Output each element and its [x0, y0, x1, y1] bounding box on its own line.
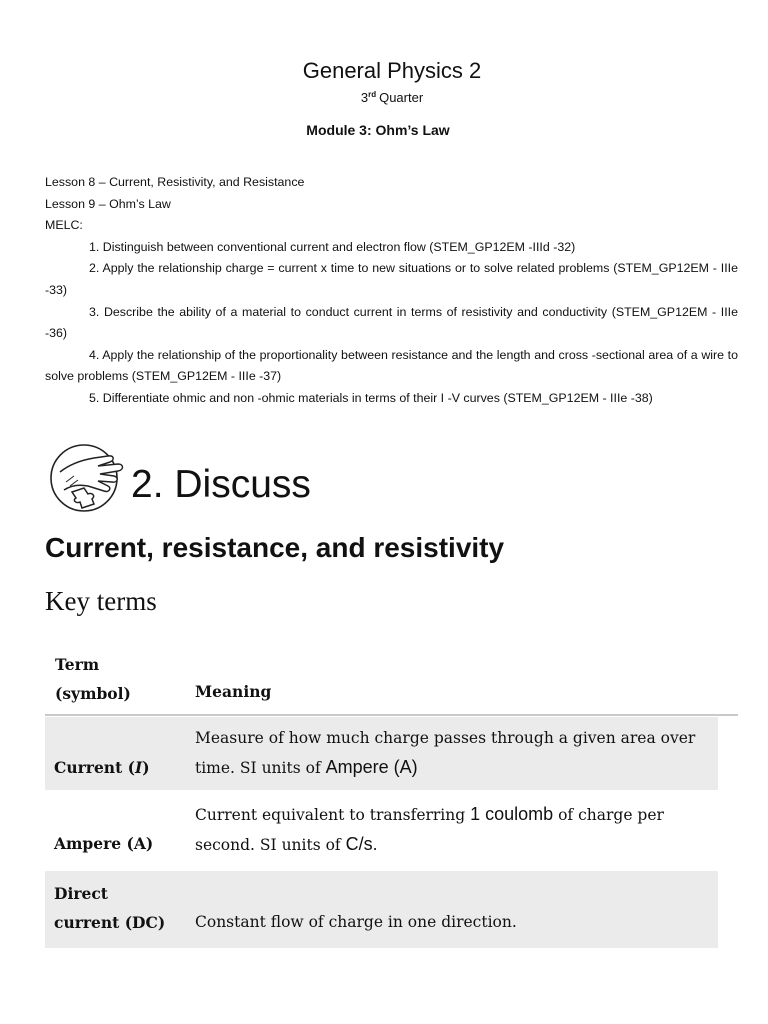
- melc-label: MELC:: [45, 218, 83, 233]
- meaning-value: C/s: [345, 834, 373, 854]
- melc-item: 3. Describe the ability of a material to conduct current in terms of resistivity and conductivity (STEM_GP12EM - IIIe -36): [45, 304, 738, 341]
- meaning-text: Measure of how much charge passes through a given area over time. SI units of: [195, 729, 696, 777]
- row-meaning: [195, 800, 713, 860]
- header-term: [55, 650, 185, 708]
- table-row: [45, 717, 718, 790]
- quarter-number: 3: [360, 90, 369, 105]
- melc-item: 2. Apply the relationship charge = current x time to new situations or to solve related problems (STEM_GP12EM - IIIe -33): [45, 261, 738, 297]
- row-meaning: [195, 724, 713, 783]
- discuss-heading: 2. Discuss: [131, 463, 311, 506]
- header-term-line: (symbol): [55, 684, 131, 703]
- document-title: General Physics 2: [302, 58, 482, 83]
- term-line: current (DC): [54, 913, 166, 932]
- quarter-ordinal: rd: [368, 90, 377, 99]
- row-term: Ampere (A): [54, 834, 154, 853]
- meaning-text: of charge per second. SI units of: [195, 806, 664, 854]
- term-text: ): [142, 758, 150, 777]
- meaning-text: .: [372, 836, 378, 854]
- lesson-item: Lesson 8 – Current, Resistivity, and Resistance: [45, 175, 305, 189]
- lesson-list: [45, 172, 738, 410]
- quarter-label: [0, 90, 768, 105]
- section-heading: Current, resistance, and resistivity: [45, 532, 505, 563]
- row-meaning: Constant flow of charge in one direction.: [195, 913, 517, 931]
- meaning-value: Ampere (A): [325, 757, 418, 777]
- key-terms-heading: Key terms: [45, 586, 157, 616]
- row-term: [54, 879, 184, 937]
- term-line: Direct: [54, 884, 108, 903]
- hand-puzzle-icon: [48, 442, 130, 514]
- table-row: [45, 871, 718, 948]
- table-row: [45, 795, 718, 868]
- lesson-item: Lesson 9 – Ohm’s Law: [45, 196, 171, 211]
- module-title: Module 3: Ohm’s Law: [306, 122, 450, 138]
- term-symbol: I: [134, 758, 143, 777]
- header-divider: [45, 714, 738, 716]
- melc-item: 1. Distinguish between conventional current and electron flow (STEM_GP12EM -IIId -32): [89, 239, 576, 254]
- table-header: [45, 650, 738, 714]
- header-meaning: Meaning: [195, 682, 272, 701]
- melc-item: 4. Apply the relationship of the proportionality between resistance and the length and cross -sectional area of a wire to solve problems (STEM_GP12EM - IIIe -37): [45, 347, 738, 384]
- term-text: Current (: [54, 758, 135, 777]
- row-term: [54, 753, 184, 782]
- melc-item: 5. Differentiate ohmic and non -ohmic materials in terms of their I -V curves (STEM_GP12EM - IIIe -38): [89, 390, 653, 405]
- meaning-value: 1 coulomb: [470, 804, 554, 824]
- meaning-text: Current equivalent to transferring: [195, 806, 471, 824]
- quarter-word: Quarter: [379, 90, 424, 105]
- header-term-line: Term: [55, 655, 100, 674]
